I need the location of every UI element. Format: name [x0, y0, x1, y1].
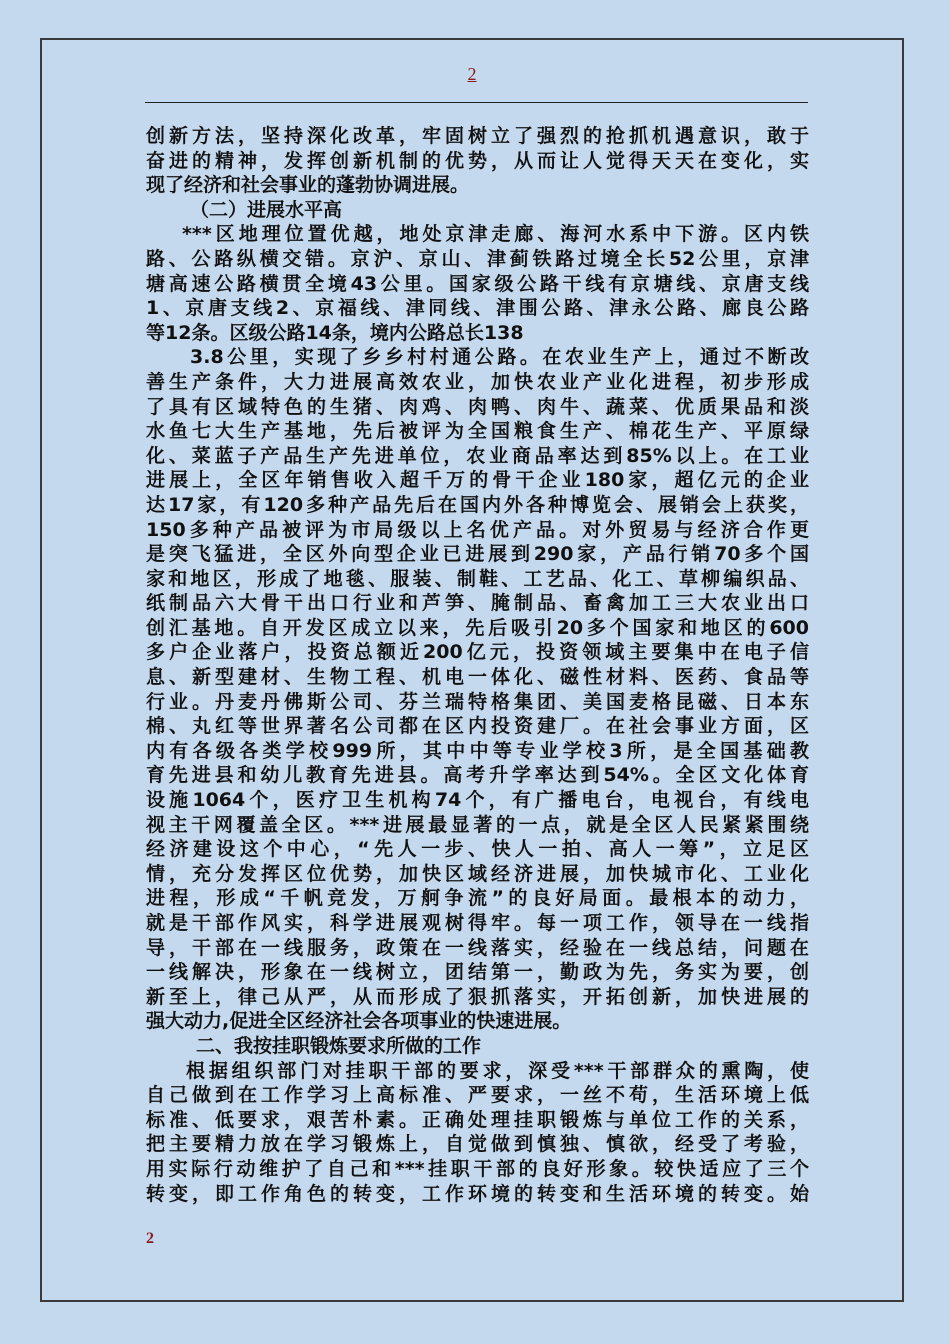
- text-line: 150多种产品被评为市局级以上名优产品。对外贸易与经济合作更: [146, 518, 809, 541]
- text-line: （二）进展水平高: [190, 198, 343, 221]
- text-line: 二、我按挂职锻炼要求所做的工作: [196, 1034, 482, 1057]
- text-line: 新至上，律己从严，从而形成了狠抓落实，开拓创新，加快进展的: [146, 985, 809, 1008]
- text-line: 塘高速公路横贯全境43公里。国家级公路干线有京塘线、京唐支线: [146, 272, 809, 295]
- text-line: 进程，形成“千帆竞发，万舸争流”的良好局面。最根本的动力，: [146, 887, 809, 910]
- text-line: 3.8公里，实现了乡乡村村通公路。在农业生产上，通过不断改: [190, 346, 809, 369]
- text-line: 情，充分发挥区位优势，加快区域经济进展，加快城市化、工业化: [146, 862, 809, 885]
- text-line: 了具有区域特色的生猪、肉鸡、肉鸭、肉牛、蔬菜、优质果品和淡: [146, 395, 809, 418]
- text-line: 奋进的精神，发挥创新机制的优势，从而让人觉得天天在变化，实: [146, 149, 809, 172]
- text-line: 息、新型建材、生物工程、机电一体化、磁性材料、医药、食品等: [146, 666, 809, 689]
- text-line: 强大动力,促进全区经济社会各项事业的快速进展。: [146, 1010, 572, 1033]
- text-line: 善生产条件，大力进展高效农业，加快农业产业化进程，初步形成: [146, 370, 809, 393]
- text-line: 进展上，全区年销售收入超千万的骨干企业180家，超亿元的企业: [146, 469, 809, 492]
- text-line: 棉、丸红等世界著名公司都在区内投资建厂。在社会事业方面，区: [146, 715, 809, 738]
- footer-page-number: 2: [146, 1230, 154, 1247]
- text-line: 化、菜蓝子产品生产先进单位，农业商品率达到85%以上。在工业: [146, 444, 809, 467]
- text-line: 设施1064个，医疗卫生机构74个，有广播电台，电视台，有线电: [146, 789, 809, 812]
- header-divider: [145, 102, 808, 103]
- text-line: 内有各级各类学校999所，其中中等专业学校3所，是全国基础教: [146, 739, 809, 762]
- text-line: 导，干部在一线服务，政策在一线落实，经验在一线总结，问题在: [146, 936, 809, 959]
- text-line: 路、公路纵横交错。京沪、京山、津蓟铁路过境全长52公里，京津: [146, 247, 809, 270]
- text-line: 用实际行动维护了自己和***挂职干部的良好形象。较快适应了三个: [146, 1157, 809, 1180]
- text-line: 一线解决，形象在一线树立，团结第一，勤政为先，务实为要，创: [146, 961, 809, 984]
- text-line: 等12条。区级公路14条，境内公路总长138: [146, 321, 524, 344]
- text-line: 创汇基地。自开发区成立以来，先后吸引20多个国家和地区的600: [146, 616, 809, 639]
- document-page: [40, 38, 904, 1302]
- text-line: 现了经济和社会事业的蓬勃协调进展。: [146, 174, 470, 197]
- text-line: 家和地区，形成了地毯、服装、制鞋、工艺品、化工、草柳编织品、: [146, 567, 809, 590]
- text-line: 创新方法，坚持深化改革，牢固树立了强烈的抢抓机遇意识，敢于: [146, 125, 809, 147]
- header-page-number: 2: [467, 64, 477, 84]
- document-body: [146, 124, 809, 1206]
- text-line: 转变，即工作角色的转变，工作环境的转变和生活环境的转变。始: [146, 1182, 809, 1205]
- text-line: 经济建设这个中心，“先人一步、快人一拍、高人一筹”，立足区: [146, 838, 809, 861]
- text-line: ***区地理位置优越，地处京津走廊、海河水系中下游。区内铁: [182, 223, 809, 246]
- text-line: 行业。丹麦丹佛斯公司、芬兰瑞特格集团、美国麦格昆磁、日本东: [146, 690, 809, 713]
- text-line: 1、京唐支线2、京福线、津同线、津围公路、津永公路、廊良公路: [146, 297, 809, 320]
- text-line: 是突飞猛进，全区外向型企业已进展到290家，产品行销70多个国: [146, 543, 809, 566]
- text-line: 根据组织部门对挂职干部的要求，深受***干部群众的熏陶，使: [186, 1059, 809, 1082]
- text-line: 就是干部作风实，科学进展观树得牢。每一项工作，领导在一线指: [146, 912, 809, 934]
- text-line: 把主要精力放在学习锻炼上，自觉做到慎独、慎欲，经受了考验，: [146, 1133, 809, 1156]
- text-line: 育先进县和幼儿教育先进县。高考升学率达到54%。全区文化体育: [146, 764, 809, 787]
- text-line: 水鱼七大生产基地，先后被评为全国粮食生产、棉花生产、平原绿: [146, 420, 809, 443]
- text-line: 自己做到在工作学习上高标准、严要求，一丝不苟，生活环境上低: [146, 1084, 809, 1107]
- text-line: 多户企业落户，投资总额近200亿元，投资领域主要集中在电子信: [146, 641, 809, 664]
- text-line: 视主干网覆盖全区。***进展最显著的一点，就是全区人民紧紧围绕: [146, 813, 809, 836]
- text-line: 纸制品六大骨干出口行业和芦笋、腌制品、畜禽加工三大农业出口: [146, 592, 809, 615]
- text-line: 标准、低要求，艰苦朴素。正确处理挂职锻炼与单位工作的关系，: [146, 1108, 809, 1131]
- text-line: 达17家，有120多种产品先后在国内外各种博览会、展销会上获奖，: [146, 493, 809, 516]
